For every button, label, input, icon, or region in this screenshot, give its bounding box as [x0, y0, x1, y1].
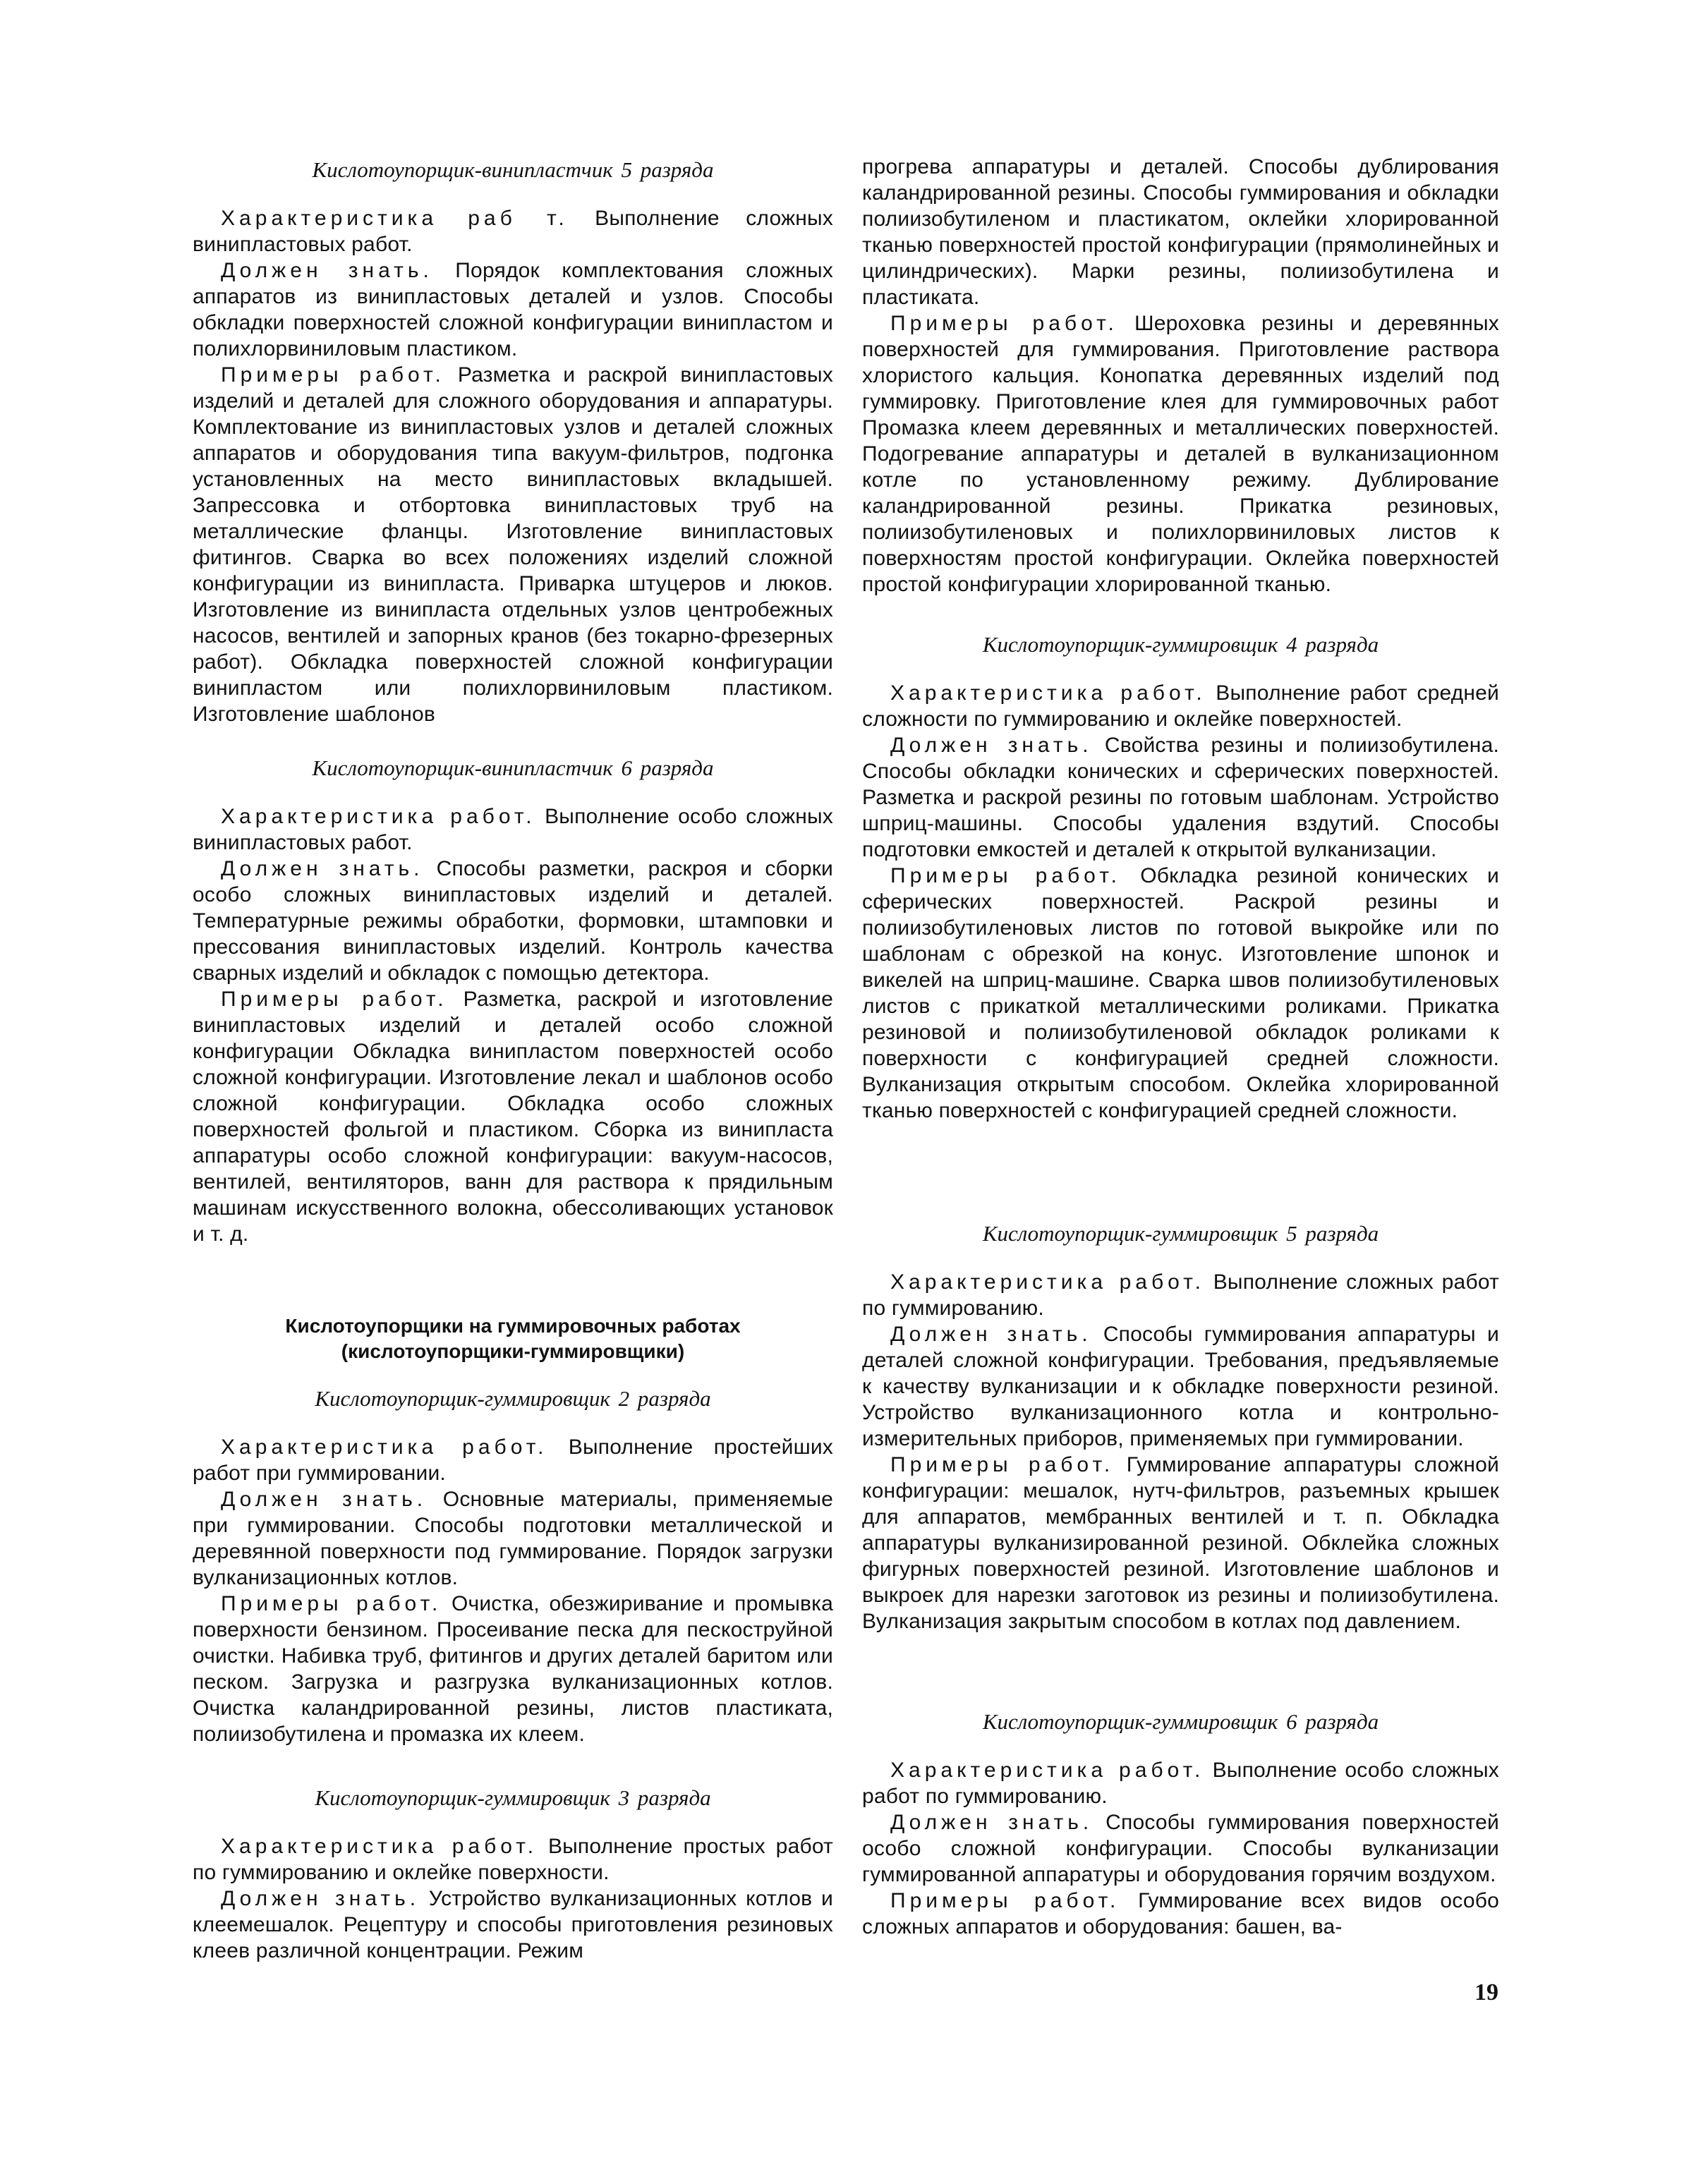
- paragraph-lead: Примеры работ.: [221, 1592, 442, 1615]
- paragraph-lead: Должен знать.: [890, 734, 1093, 757]
- paragraph: [862, 1809, 1499, 1888]
- paragraph-lead: Характеристика работ.: [890, 1759, 1205, 1782]
- paragraph-text: Выполнение особо сложных винипластовых работ.: [193, 805, 834, 854]
- paragraph: [862, 310, 1499, 597]
- paragraph-lead: Характеристика работ.: [890, 681, 1206, 705]
- section-heading: Кислотоупорщик-гуммировщик 4 разряда: [982, 632, 1379, 657]
- page-number: 19: [1474, 1979, 1498, 2005]
- paragraph-text: Выполнение особо сложных работ по гуммированию.: [862, 1759, 1500, 1808]
- paragraph-lead: Примеры работ.: [890, 1889, 1120, 1912]
- section-group: [862, 154, 1499, 597]
- paragraph-text: Обкладка резиной конических и сферических поверхностей. Раскрой резины и полиизобутиленовых листов по готовой выкройке или по шаблонам с обрезкой на конус. Изготовление шпонок и викелей на шприц-машине. Сварка швов полиизобутиленовых листов с прикаткой металлическими роликами. Прикатка резиновой и полиизобутиленовой обкладок роликами к поверхности с конфигурацией средней сложности. Вулканизация открытым способом. Оклейка хлорированной тканью поверхностей с конфигурацией средней сложности.: [862, 864, 1499, 1122]
- section-heading: Кислотоупорщик-винипластчик 5 разряда: [312, 157, 714, 182]
- paragraph-text: Порядок комплектования сложных аппаратов из винипластовых деталей и узлов. Способы обкладки поверхностей сложной конфигурации винипластом и полихлорвиниловым пластиком.: [193, 259, 833, 360]
- paragraph: [862, 1269, 1499, 1321]
- paragraph-lead: Примеры работ.: [890, 312, 1118, 335]
- section-group: [862, 1220, 1499, 1634]
- section-heading: Кислотоупорщик-гуммировщик 6 разряда: [982, 1709, 1379, 1734]
- section-heading: Кислотоупорщик-гуммировщик 5 разряда: [982, 1221, 1379, 1246]
- section-heading: Кислотоупорщик-гуммировщик 2 разряда: [315, 1386, 711, 1411]
- paragraph-lead: Должен знать.: [221, 857, 424, 880]
- paragraph-lead: Примеры работ.: [890, 864, 1121, 887]
- left-column: [193, 0, 833, 2167]
- paragraph-lead: Характеристика работ.: [221, 1435, 548, 1459]
- paragraph: [193, 1591, 833, 1747]
- paragraph-text: Выполнение сложных винипластовых работ.: [193, 207, 833, 256]
- paragraph-text: Выполнение работ средней сложности по гуммированию и оклейке поверхностей.: [862, 681, 1500, 731]
- paragraph-text: Разметка и раскрой винипластовых изделий и деталей для сложного оборудования и аппаратуры. Комплектование из винипластовых узлов и деталей сложных аппаратов и оборудования типа вакуум-фильтров, подгонка установленных на место винипластовых вкладышей. Запрессовка и отбортовка винипластовых труб на металлические фланцы. Изготовление винипластовых фитингов. Сварка во всех положениях изделий сложной конфигурации из винипласта. Приварка штуцеров и люков. Изготовление из винипласта отдельных узлов центробежных насосов, вентилей и запорных кранов (без токарно-фрезерных работ). Обкладка поверхностей сложной конфигурации винипластом или полихлорвиниловым пластиком. Изготовление шаблонов: [193, 363, 833, 726]
- paragraph: [193, 803, 833, 856]
- paragraph: [193, 1886, 833, 1964]
- paragraph-text: Шероховка резины и деревянных поверхностей для гуммирования. Приготовление раствора хлористого кальция. Конопатка деревянных изделий под гуммировку. Приготовление клея для гуммировочных работ Промазка клеем деревянных и металлических поверхностей. Подогревание аппаратуры и деталей в вулканизационном котле по установленному режиму. Дублирование каландрированной резины. Прикатка резиновых, полиизобутиленовых и полихлорвиниловых листов к поверхностям простой конфигурации. Оклейка поверхностей простой конфигурации хлорированной тканью.: [862, 312, 1499, 596]
- paragraph-lead: Характеристика работ.: [890, 1270, 1205, 1294]
- paragraph: [193, 986, 833, 1247]
- section-group: [193, 755, 833, 1247]
- paragraph-lead: Должен знать.: [890, 1323, 1092, 1346]
- paragraph-text: Разметка, раскрой и изготовление винипластовых изделий и деталей особо сложной конфигурации Обкладка винипластом поверхностей особо сложной конфигурации. Изготовление лекал и шаблонов особо сложной конфигурации. Обкладка особо сложных поверхностей фольгой и пластиком. Сборка из винипласта аппаратуры особо сложной конфигурации: вакуум-насосов, вентилей, вентиляторов, ванн для раствора к прядильным машинам искусственного волокна, обессоливающих установок и т. д.: [193, 988, 833, 1246]
- paragraph-text: Способы гуммирования поверхностей особо сложной конфигурации. Способы вулканизации гуммированной аппаратуры и оборудования горячим воздухом.: [862, 1811, 1499, 1886]
- paragraph: [862, 1452, 1499, 1634]
- paragraph: [193, 257, 833, 362]
- paragraph-text: Гуммирование всех видов особо сложных аппаратов и оборудования: башен, ва-: [862, 1889, 1499, 1938]
- section-group: [193, 157, 833, 727]
- paragraph-text: Очистка, обезжиривание и промывка поверхности бензином. Просеивание песка для пескоструйной очистки. Набивка труб, фитингов и других деталей баритом или песком. Загрузка и разгрузка вулканизационных котлов. Очистка каландрированной резины, листов пластиката, полиизобутилена и промазка их клеем.: [193, 1592, 833, 1746]
- chapter-heading: Кислотоупорщики на гуммировочных работах (кислотоупорщики-гуммировщики): [285, 1315, 741, 1362]
- section-group: [193, 1313, 833, 1747]
- paragraph: [193, 205, 833, 257]
- paragraph-text: Свойства резины и полиизобутилена. Способы обкладки конических и сферических поверхностей. Разметка и раскрой резины по готовым шаблонам. Устройство шприц-машины. Способы удаления вздутий. Способы подготовки емкостей и деталей к открытой вулканизации.: [862, 734, 1499, 861]
- paragraph-text: Выполнение простейших работ при гуммировании.: [193, 1435, 833, 1485]
- paragraph-lead: Примеры работ.: [221, 363, 445, 387]
- paragraph: [193, 362, 833, 727]
- paragraph: [862, 1321, 1499, 1452]
- paragraph: [193, 1486, 833, 1591]
- section-group: [862, 631, 1499, 1124]
- paragraph: [193, 1833, 833, 1886]
- paragraph-text: Выполнение простых работ по гуммированию и оклейке поверхности.: [193, 1835, 834, 1884]
- paragraph-continuation: прогрева аппаратуры и деталей. Способы дублирования каландрированной резины. Способы гуммирования и обкладки полиизобутиленом и пластикатом, оклейки хлорированной тканью поверхностей простой конфигурации (прямолинейных и цилиндрических). Марки резины, полиизобутилена и пластиката.: [862, 155, 1499, 309]
- paragraph-lead: Должен знать.: [221, 1887, 420, 1910]
- paragraph-lead: Должен знать.: [221, 1488, 428, 1511]
- paragraph-lead: Должен знать.: [890, 1811, 1094, 1834]
- paragraph-lead: Примеры работ.: [890, 1453, 1115, 1476]
- paragraph-text: Способы разметки, раскроя и сборки особо сложных винипластовых изделий и деталей. Температурные режимы обработки, формовки, штамповки и прессования винипластовых изделий. Контроль качества сварных изделий и обкладок с помощью детектора.: [193, 857, 833, 985]
- paragraph-text: Основные материалы, применяемые при гуммировании. Способы подготовки металлической и деревянной поверхности под гуммирование. Порядок загрузки вулканизационных котлов.: [193, 1488, 833, 1589]
- paragraph-lead: Характеристика раб т.: [221, 207, 569, 230]
- section-group: [862, 1708, 1499, 1940]
- paragraph: [193, 1434, 833, 1486]
- right-column: [862, 0, 1499, 2167]
- paragraph-text: Гуммирование аппаратуры сложной конфигурации: мешалок, нутч-фильтров, разъемных крышек для аппаратов, мембранных вентилей и т. п. Обкладка аппаратуры вулканизированной резиной. Обклейка сложных фигурных поверхностей резиной. Изготовление шаблонов и выкроек для нарезки заготовок из резины и полиизобутилена. Вулканизация закрытым способом в котлах под давлением.: [862, 1453, 1499, 1633]
- paragraph-lead: Характеристика работ.: [221, 805, 536, 828]
- paragraph: [862, 732, 1499, 863]
- paragraph-lead: Характеристика работ.: [221, 1835, 538, 1858]
- paragraph-text: Устройство вулканизационных котлов и клеемешалок. Рецептуру и способы приготовления резиновых клеев различной концентрации. Режим: [193, 1887, 833, 1962]
- section-group: [193, 1785, 833, 1964]
- paragraph-lead: Примеры работ.: [221, 988, 448, 1011]
- paragraph-text: Выполнение сложных работ по гуммированию.: [862, 1270, 1499, 1320]
- paragraph: [862, 1888, 1499, 1940]
- paragraph-text: Способы гуммирования аппаратуры и деталей сложной конфигурации. Требования, предъявляемые к качеству вулканизации и к обкладке поверхности резиной. Устройство вулканизационного котла и контрольно-измерительных приборов, применяемых при гуммировании.: [862, 1323, 1499, 1450]
- paragraph: [862, 680, 1499, 732]
- paragraph: [862, 863, 1499, 1124]
- paragraph-lead: Должен знать.: [221, 259, 433, 282]
- section-heading: Кислотоупорщик-винипластчик 6 разряда: [312, 755, 714, 780]
- paragraph: [193, 856, 833, 986]
- paragraph: [862, 1757, 1499, 1809]
- section-heading: Кислотоупорщик-гуммировщик 3 разряда: [315, 1785, 711, 1810]
